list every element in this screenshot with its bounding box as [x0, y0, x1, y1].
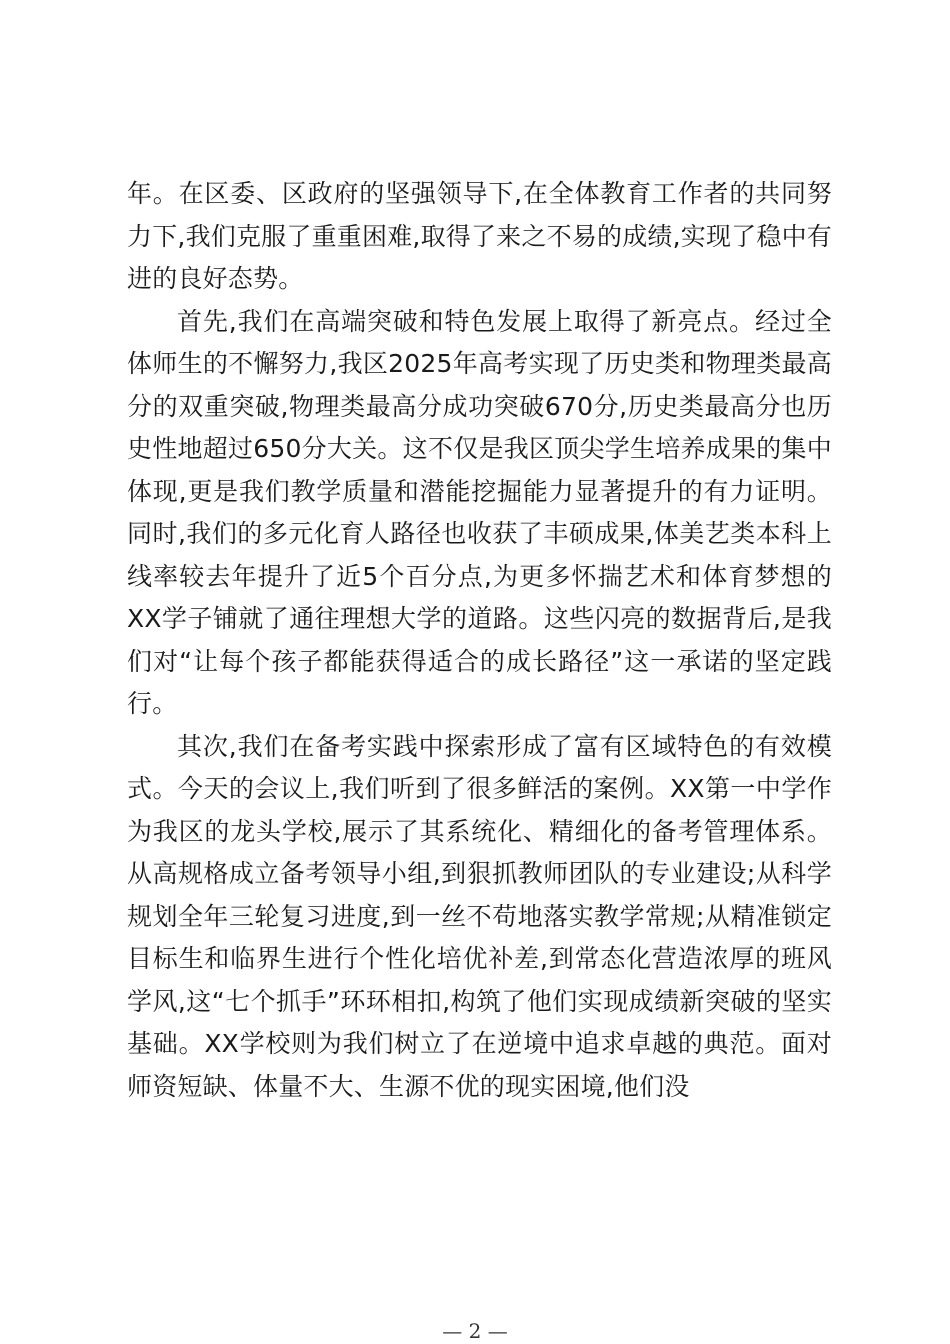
- paragraph-second-model: 其次,我们在备考实践中探索形成了富有区域特色的有效模式。今天的会议上,我们听到了很多鲜活的案例。XX第一中学作为我区的龙头学校,展示了其系统化、精细化的备考管理体系。从高规格成立备考领导小组,到狠抓教师团队的专业建设;从科学规划全年三轮复习进度,到一丝不苟地落实教学常规;从精准锁定目标生和临界生进行个性化培优补差,到常态化营造浓厚的班风学风,这“七个抓手”环环相扣,构筑了他们实现成绩新突破的坚实基础。XX学校则为我们树立了在逆境中追求卓越的典范。面对师资短缺、体量不大、生源不优的现实困境,他们没: [127, 731, 832, 1101]
- document-body: [127, 173, 832, 1108]
- paragraph-continuation: 年。在区委、区政府的坚强领导下,在全体教育工作者的共同努力下,我们克服了重重困难,取得了来之不易的成绩,实现了稳中有进的良好态势。: [127, 179, 832, 293]
- page-number: — 2 —: [442, 1319, 508, 1343]
- paragraph-first-highlights: 首先,我们在高端突破和特色发展上取得了新亮点。经过全体师生的不懈努力,我区2025年高考实现了历史类和物理类最高分的双重突破,物理类最高分成功突破670分,历史类最高分也历史性地超过650分大关。这不仅是我区顶尖学生培养成果的集中体现,更是我们教学质量和潜能挖掘能力显著提升的有力证明。同时,我们的多元化育人路径也收获了丰硕成果,体美艺类本科上线率较去年提升了近5个百分点,为更多怀揣艺术和体育梦想的XX学子铺就了通往理想大学的道路。这些闪亮的数据背后,是我们对“让每个孩子都能获得适合的成长路径”这一承诺的坚定践行。: [127, 306, 832, 718]
